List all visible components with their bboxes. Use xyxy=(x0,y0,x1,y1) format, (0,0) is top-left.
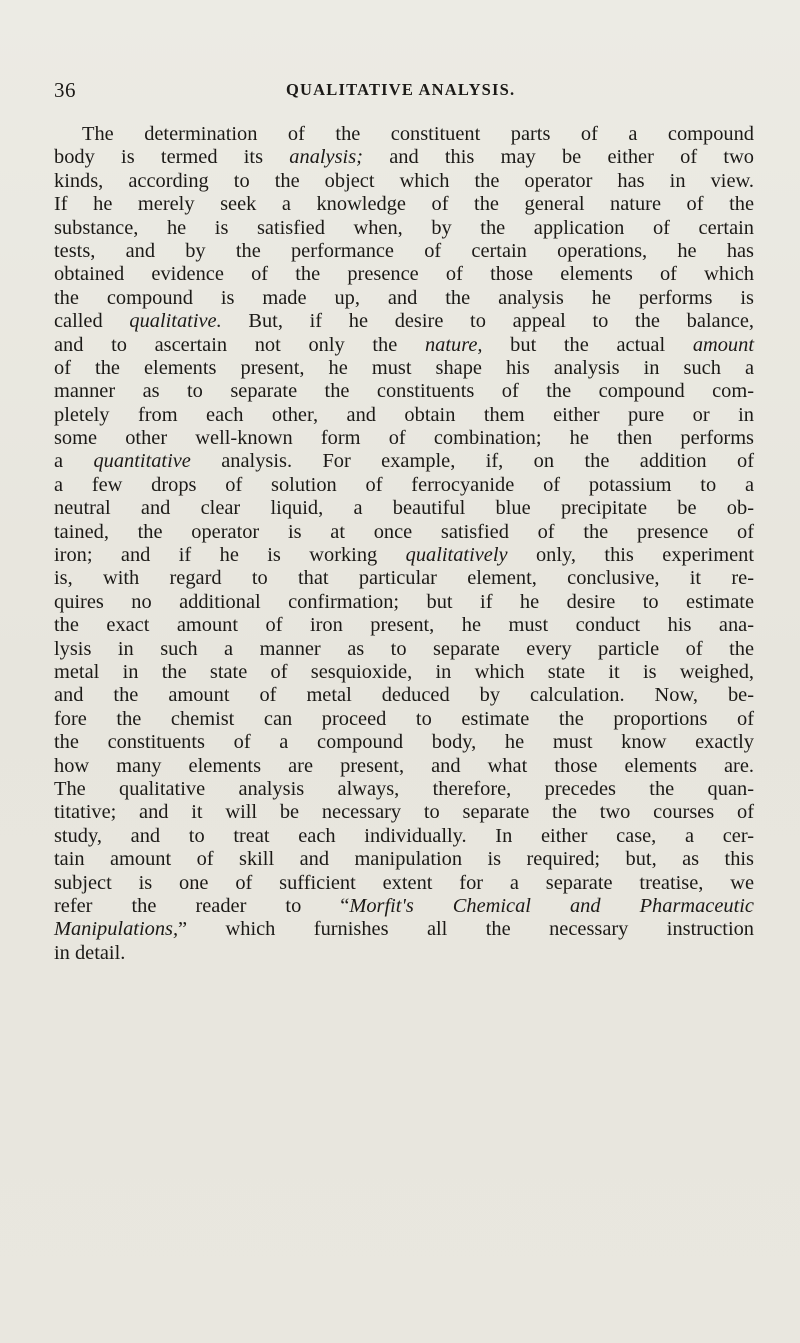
text-run: the constituents of a compound body, he must know exactly xyxy=(54,731,754,754)
text-run: neutral and clear liquid, a beautiful blue precipitate be ob- xyxy=(54,497,754,520)
italic-text-run: Manipulations, xyxy=(54,918,179,941)
text-line xyxy=(54,638,754,661)
text-run: and the amount of metal deduced by calculation. Now, be- xyxy=(54,684,754,707)
body-paragraph xyxy=(54,123,754,965)
text-run: only, this experiment xyxy=(507,544,754,567)
text-run: study, and to treat each individually. In either case, a cer- xyxy=(54,824,754,847)
text-run: tests, and by the performance of certain operations, he has xyxy=(54,239,754,262)
text-line xyxy=(54,731,754,754)
italic-text-run: Morfit's Chemical and Pharmaceutic xyxy=(349,894,754,917)
text-line xyxy=(54,146,754,169)
text-run: and this may be either of two xyxy=(362,146,754,169)
text-run: tain amount of skill and manipulation is required; but, as this xyxy=(54,848,754,871)
text-run: some other well-known form of combination; he then performs xyxy=(54,427,754,450)
text-line xyxy=(54,474,754,497)
text-line xyxy=(54,755,754,778)
text-run: pletely from each other, and obtain them either pure or in xyxy=(54,403,754,426)
text-line xyxy=(54,334,754,357)
text-line xyxy=(54,404,754,427)
text-line xyxy=(54,942,754,965)
text-run: refer the reader to “ xyxy=(54,894,350,917)
text-line xyxy=(54,778,754,801)
text-run: obtained evidence of the presence of those elements of which xyxy=(54,263,754,286)
text-run: But, if he desire to appeal to the balance, xyxy=(221,310,754,333)
text-run: a few drops of solution of ferrocyanide of potassium to a xyxy=(54,473,754,496)
italic-text-run: qualitative. xyxy=(129,310,222,333)
text-run: metal in the state of sesquioxide, in which state it is weighed, xyxy=(54,660,754,683)
text-line xyxy=(54,801,754,824)
text-line xyxy=(54,170,754,193)
text-line xyxy=(54,427,754,450)
text-run: and to ascertain not only the xyxy=(54,333,425,356)
text-run: how many elements are present, and what those elements are. xyxy=(54,754,754,777)
text-run: the compound is made up, and the analysis he performs is xyxy=(54,286,754,309)
text-line xyxy=(54,357,754,380)
running-head xyxy=(0,78,800,102)
text-line xyxy=(54,287,754,310)
text-run: The determination of the constituent parts of a compound xyxy=(82,123,754,145)
page-number: 36 xyxy=(54,78,76,102)
text-run: iron; and if he is working xyxy=(54,544,406,567)
text-run: but the actual xyxy=(482,333,693,356)
text-run: manner as to separate the constituents of the compound com- xyxy=(54,380,754,403)
italic-text-run: amount xyxy=(692,333,754,356)
text-line xyxy=(54,614,754,637)
text-line xyxy=(54,193,754,216)
text-run: in detail. xyxy=(54,941,126,964)
italic-text-run: nature, xyxy=(424,333,483,356)
text-run: titative; and it will be necessary to separate the two courses of xyxy=(54,801,754,824)
text-line xyxy=(54,591,754,614)
text-run: kinds, according to the object which the operator has in view. xyxy=(54,169,754,192)
text-run: quires no additional confirmation; but if he desire to estimate xyxy=(54,590,754,613)
text-line xyxy=(54,544,754,567)
text-run: fore the chemist can proceed to estimate the proportions of xyxy=(54,707,754,730)
running-title: QUALITATIVE ANALYSIS. xyxy=(286,80,516,99)
text-run: tained, the operator is at once satisfied of the presence of xyxy=(54,520,754,543)
text-line xyxy=(54,380,754,403)
text-run: The qualitative analysis always, therefore, precedes the quan- xyxy=(54,777,754,800)
text-line xyxy=(54,263,754,286)
text-line xyxy=(54,684,754,707)
italic-text-run: analysis; xyxy=(289,146,363,169)
text-line xyxy=(54,240,754,263)
text-line xyxy=(54,708,754,731)
italic-text-run: quantitative xyxy=(93,450,191,473)
text-run: body is termed its xyxy=(54,146,290,169)
text-line xyxy=(54,661,754,684)
text-line xyxy=(54,450,754,473)
text-line xyxy=(54,918,754,941)
text-run: is, with regard to that particular element, conclusive, it re- xyxy=(54,567,754,590)
text-line xyxy=(54,848,754,871)
text-line xyxy=(54,895,754,918)
text-line xyxy=(54,217,754,240)
text-run: If he merely seek a knowledge of the general nature of the xyxy=(54,193,754,216)
text-line xyxy=(54,567,754,590)
text-line xyxy=(54,497,754,520)
text-run: analysis. For example, if, on the addition of xyxy=(190,450,754,473)
text-run: substance, he is satisfied when, by the application of certain xyxy=(54,216,754,239)
text-run: lysis in such a manner as to separate every particle of the xyxy=(54,637,754,660)
text-line xyxy=(54,123,754,146)
text-run: subject is one of sufficient extent for a separate treatise, we xyxy=(54,871,754,894)
text-line xyxy=(54,872,754,895)
text-run: called xyxy=(54,310,130,333)
text-line xyxy=(54,310,754,333)
italic-text-run: qualitatively xyxy=(405,544,508,567)
text-run: ” which furnishes all the necessary instruction xyxy=(178,918,754,941)
text-line xyxy=(54,825,754,848)
text-run: the exact amount of iron present, he must conduct his ana- xyxy=(54,614,754,637)
text-line xyxy=(54,521,754,544)
text-run: a xyxy=(54,450,94,473)
text-run: of the elements present, he must shape his analysis in such a xyxy=(54,356,754,379)
